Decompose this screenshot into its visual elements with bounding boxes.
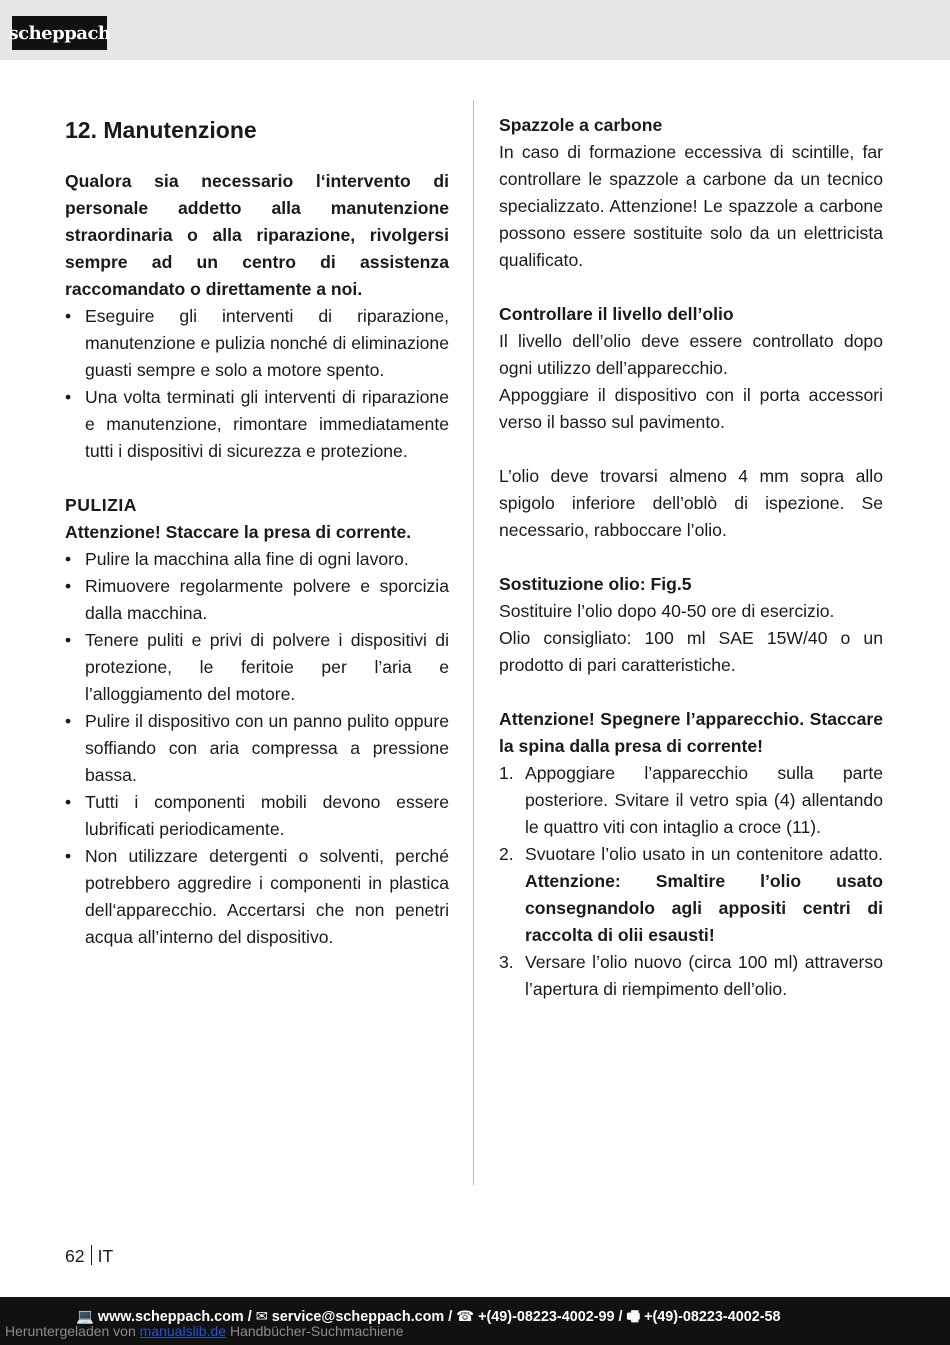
oil-level-paragraph: Appoggiare il dispositivo con il porta accessori verso il basso sul pavimento. — [499, 385, 883, 432]
intro-paragraph: Qualora sia necessario l‘intervento di personale addetto alla manutenzione straordinaria o alla riparazione, rivolgersi sempre ad un centro di assistenza raccomandato o direttamente a noi. — [65, 171, 449, 299]
bullet-icon: • — [65, 306, 72, 326]
list-item: • Rimuovere regolarmente polvere e sporcizia dalla macchina. — [65, 573, 449, 627]
bullet-icon: • — [65, 711, 72, 731]
bullet-icon: • — [65, 549, 72, 569]
oil-level-heading: Controllare il livello dell’olio — [499, 304, 734, 324]
oil-change-warning: Attenzione! Spegnere l’apparecchio. Staccare la spina dalla presa di corrente! — [499, 709, 883, 756]
scheppach-logo: scheppach — [12, 16, 107, 50]
footer-bar — [0, 1297, 950, 1345]
list-item: • Una volta terminati gli interventi di riparazione e manutenzione, rimontare immediatamente tutti i dispositivi di sicurezza e protezione. — [65, 384, 449, 465]
left-column — [65, 112, 449, 951]
bullet-icon: • — [65, 792, 72, 812]
oil-change-heading: Sostituzione olio: Fig.5 — [499, 574, 692, 594]
oil-change-paragraph: Sostituire l’olio dopo 40-50 ore di esercizio. — [499, 601, 835, 621]
list-item: • Non utilizzare detergenti o solventi, perché potrebbero aggredire i componenti in plastica dell‘apparecchio. Accertarsi che non penetri acqua all’interno del dispositivo. — [65, 843, 449, 951]
download-note: Heruntergeladen von manualslib.de Handbücher-Suchmachiene — [5, 1323, 404, 1339]
manualslib-link[interactable]: manualslib.de — [139, 1323, 227, 1339]
list-item: • Tenere puliti e privi di polvere i dispositivi di protezione, le feritoie per l’aria e l’alloggiamento del motore. — [65, 627, 449, 708]
list-item: • Pulire la macchina alla fine di ogni lavoro. — [65, 546, 449, 573]
oil-level-paragraph: Il livello dell’olio deve essere controllato dopo ogni utilizzo dell’apparecchio. — [499, 331, 883, 378]
cleaning-bullet-list — [65, 546, 449, 951]
bullet-icon: • — [65, 576, 72, 596]
bullet-icon: • — [65, 846, 72, 866]
column-divider — [473, 100, 474, 1185]
brushes-paragraph: In caso di formazione eccessiva di scintille, far controllare le spazzole a carbone da un tecnico specializzato. Attenzione! Le spazzole a carbone possono essere sostituite solo da un elettricista qualificato. — [499, 142, 883, 270]
right-column — [499, 112, 883, 1003]
list-item: • Pulire il dispositivo con un panno pulito oppure soffiando con aria compressa a pressione bassa. — [65, 708, 449, 789]
section-title: 12. Manutenzione — [65, 117, 257, 143]
header-bar — [0, 0, 950, 60]
page-number: 62 IT — [65, 1246, 114, 1266]
cleaning-heading: PULIZIA — [65, 495, 137, 515]
oil-change-paragraph: Olio consigliato: 100 ml SAE 15W/40 o un prodotto di pari caratteristiche. — [499, 628, 883, 675]
oil-level-paragraph: L’olio deve trovarsi almeno 4 mm sopra allo spigolo inferiore dell’oblò di ispezione. Se necessario, rabboccare l’olio. — [499, 466, 883, 540]
cleaning-warning: Attenzione! Staccare la presa di corrente. — [65, 522, 412, 542]
brushes-heading: Spazzole a carbone — [499, 115, 663, 135]
bullet-icon: • — [65, 630, 72, 650]
list-item: 2. Svuotare l’olio usato in un contenitore adatto. Attenzione: Smaltire l’olio usato consegnandolo agli appositi centri di raccolta di olii esausti! — [499, 844, 883, 945]
oil-change-steps — [499, 760, 883, 1003]
list-item: • Tutti i componenti mobili devono essere lubrificati periodicamente. — [65, 789, 449, 843]
list-item: 1. Appoggiare l’apparecchio sulla parte posteriore. Svitare il vetro spia (4) allentando le quattro viti con intaglio a croce (11). — [499, 763, 883, 837]
list-item: • Eseguire gli interventi di riparazione, manutenzione e pulizia nonché di eliminazione guasti sempre e solo a motore spento. — [65, 303, 449, 384]
maintenance-bullet-list — [65, 303, 449, 465]
list-item: 3. Versare l’olio nuovo (circa 100 ml) attraverso l’apertura di riempimento dell’olio. — [499, 952, 883, 999]
bullet-icon: • — [65, 387, 72, 407]
footer-contacts: 💻 www.scheppach.com / ✉ service@scheppach.com / ☎ +(49)-08223-4002-99 / 🖷 +(49)-08223-4002-58 — [76, 1309, 781, 1325]
